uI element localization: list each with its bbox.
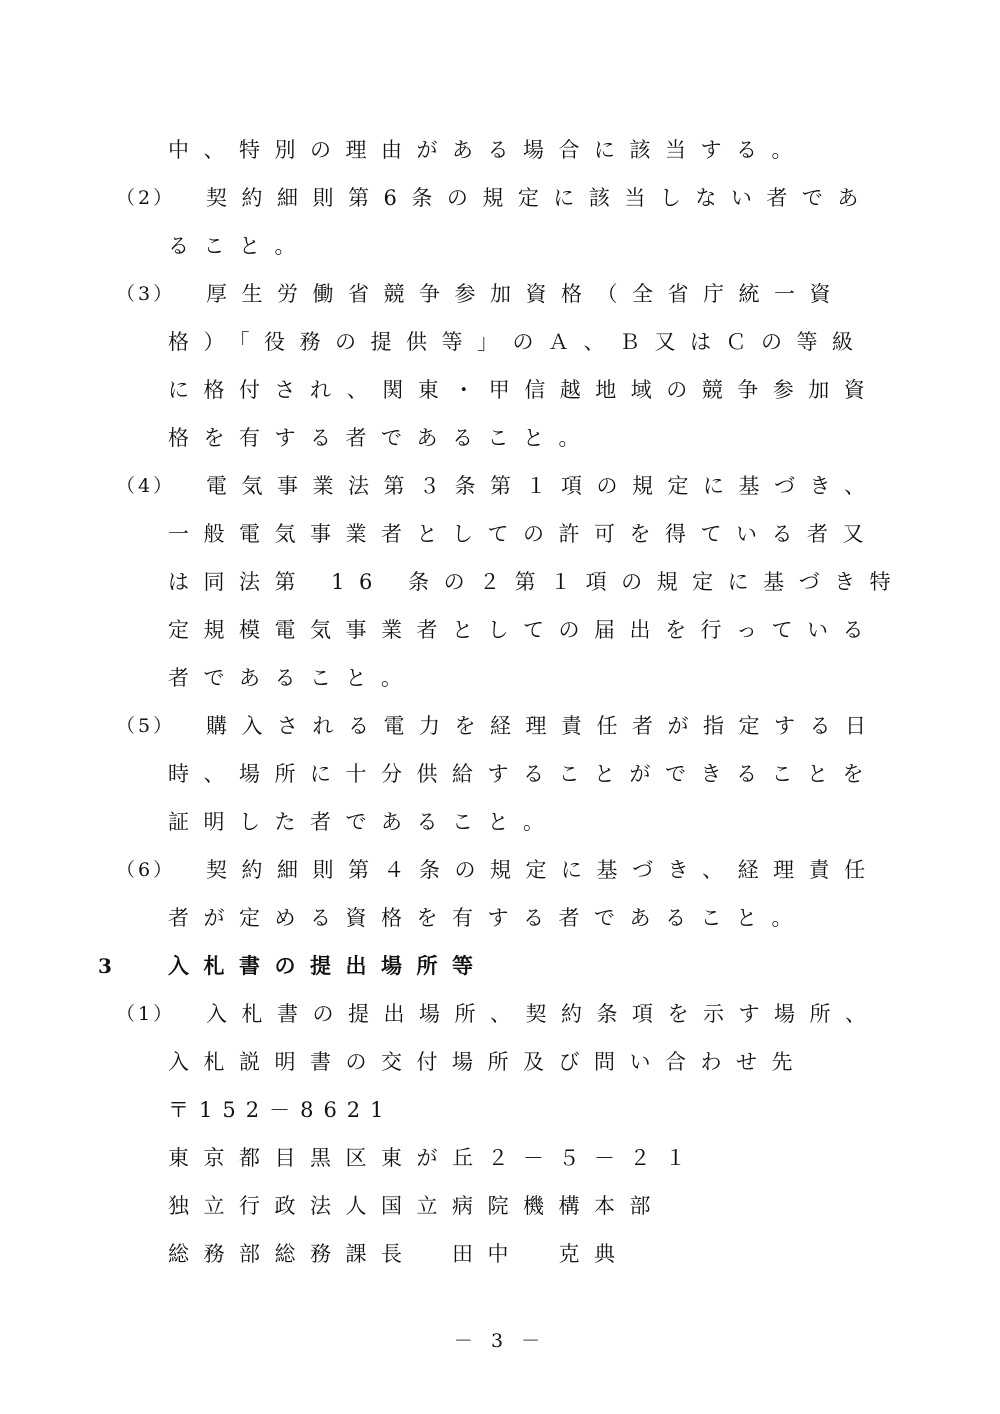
page-number: － 3 － (453, 1330, 547, 1352)
body-text-line: 契約細則第４条の規定に基づき、経理責任 (206, 858, 880, 882)
section-heading: 入札書の提出場所等 (168, 953, 488, 978)
item-number: （5） (116, 715, 176, 737)
contact-person: 総務部総務課長 田中 克典 (168, 1242, 630, 1266)
item-number: （4） (116, 475, 176, 497)
body-text-line: 一般電気事業者としての許可を得ている者又 (168, 522, 878, 546)
body-text-line: 厚生労働省競争参加資格（全省庁統一資 (206, 282, 845, 306)
body-text-line: 購入される電力を経理責任者が指定する日 (206, 714, 881, 738)
item-number: （2） (116, 187, 176, 209)
item-number: （1） (116, 1003, 176, 1025)
body-text-line: 契約細則第6条の規定に該当しない者であ (206, 186, 873, 210)
item-number: （6） (116, 859, 176, 881)
body-text-line: ること。 (168, 234, 310, 258)
item-number: （3） (116, 283, 176, 305)
body-text-line: 入札書の提出場所、契約条項を示す場所、 (206, 1002, 881, 1026)
section-number: 3 (98, 954, 115, 978)
body-text-line: 証明した者であること。 (168, 810, 559, 834)
body-text-line: に格付され、関東・甲信越地域の競争参加資 (168, 378, 880, 402)
postal-code: 〒152－8621 (168, 1098, 394, 1122)
body-text-line: 定規模電気事業者としての届出を行っている (168, 618, 878, 642)
body-text-line: 時、場所に十分供給することができることを (168, 762, 878, 786)
body-text-line: 中、特別の理由がある場合に該当する。 (168, 138, 807, 162)
body-text-line: 者が定める資格を有する者であること。 (168, 906, 807, 930)
organization-name: 独立行政法人国立病院機構本部 (168, 1194, 665, 1218)
body-text-line: 入札説明書の交付場所及び問い合わせ先 (168, 1050, 807, 1074)
body-text-line: 者であること。 (168, 666, 417, 690)
body-text-line: 格を有する者であること。 (168, 426, 594, 450)
body-text-line: は同法第 16 条の２第１項の規定に基づき特 (168, 570, 906, 594)
body-text-line: 電気事業法第３条第１項の規定に基づき、 (206, 474, 880, 498)
body-text-line: 格）「役務の提供等」のＡ、Ｂ又はＣの等級 (168, 330, 868, 354)
address-line: 東京都目黒区東が丘２－５－２１ (168, 1146, 701, 1170)
